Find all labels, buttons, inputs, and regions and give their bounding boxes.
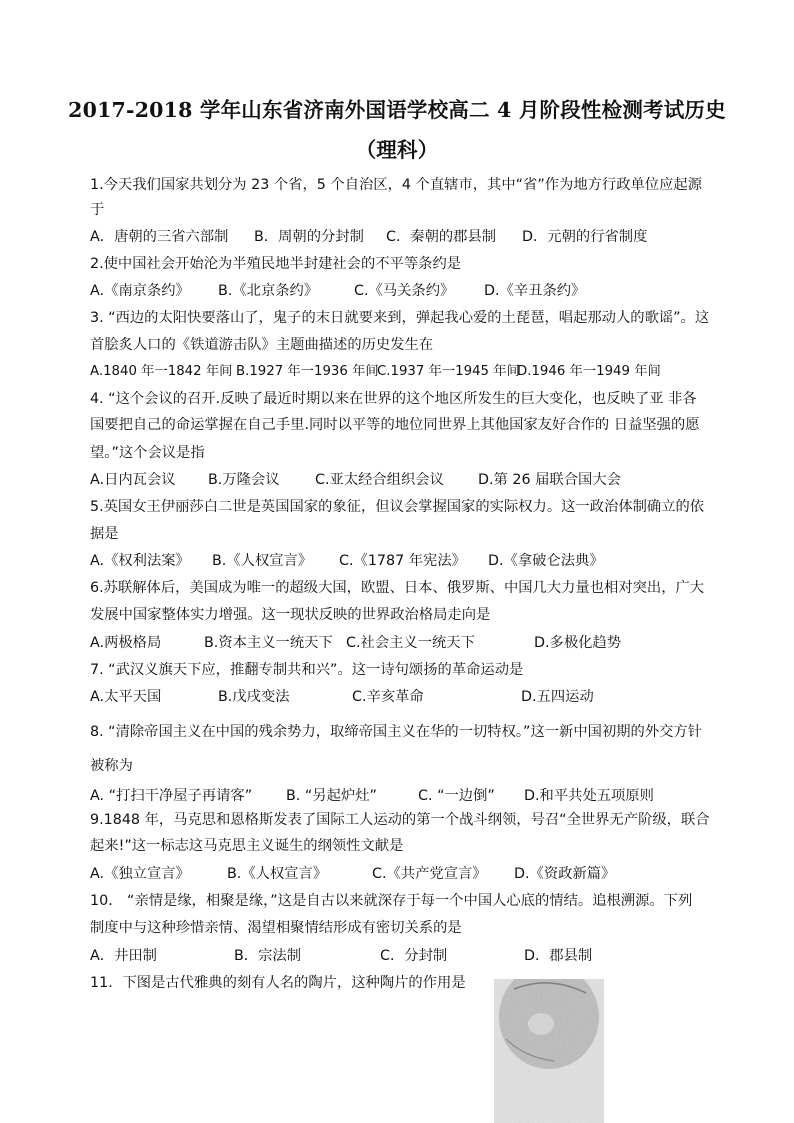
- option-b: B.万隆会议: [208, 472, 280, 488]
- question-2-text: 2.使中国社会开始沦为半殖民地半封建社会的不平等条约是: [90, 256, 462, 272]
- question-4-text-cont-2: 望。”这个会议是指: [90, 445, 205, 461]
- option-a: A．井田制: [90, 948, 157, 964]
- question-3-text: 3. “西边的太阳快要落山了，鬼子的末日就要来到，弹起我心爱的土琵琶，唱起那动人的歌谣”。这: [90, 310, 710, 326]
- option-c: C．分封制: [380, 948, 448, 964]
- question-6-text-cont: 发展中国家整体实力增强。这一现状反映的世界政治格局走向是: [90, 607, 491, 623]
- option-a: A.《权利法案》: [90, 553, 190, 569]
- option-a: A.《南京条约》: [90, 283, 190, 299]
- option-b: B.戊戌变法: [218, 689, 290, 705]
- option-a: A.《独立宣言》: [90, 866, 190, 882]
- option-d: D.《辛丑条约》: [484, 283, 586, 299]
- option-d: D.1946 年一1949 年间: [517, 364, 661, 379]
- option-d: D.第 26 届联合国大会: [478, 472, 621, 488]
- question-9-text: 9.1848 年，马克思和恩格斯发表了国际工人运动的第一个战斗纲领，号召“全世界无产阶级，联合: [90, 812, 710, 828]
- option-a: A.太平天国: [90, 689, 162, 705]
- option-a: A．唐朝的三省六部制: [90, 229, 229, 245]
- question-1-text-cont: 于: [90, 202, 105, 218]
- exam-title: 2017-2018 学年山东省济南外国语学校高二 4 月阶段性检测考试历史: [68, 98, 726, 122]
- option-d: D.和平共处五项原则: [524, 788, 654, 804]
- option-c: C.社会主义一统天下: [346, 635, 475, 651]
- question-4-text: 4. “这个会议的召开.反映了最近时期以来在世界的这个地区所发生的巨大变化，也反映了亚 非各: [90, 391, 697, 407]
- option-c: C.1937 年一1945 年间: [377, 364, 520, 379]
- question-8-text-cont: 被称为: [90, 758, 133, 774]
- option-c: C.《1787 年宪法》: [339, 553, 466, 569]
- option-d: D.五四运动: [521, 689, 594, 705]
- question-10-text-cont: 制度中与这种珍惜亲情、渴望相聚情结形成有密切关系的是: [90, 920, 462, 936]
- option-d: D.《资政新篇》: [514, 866, 616, 882]
- option-c: C．秦朝的郡县制: [386, 229, 497, 245]
- question-7-text: 7. “武汉义旗天下应，推翻专制共和兴”。这一诗句颂扬的革命运动是: [90, 662, 524, 678]
- option-b: B.《人权宣言》: [227, 866, 328, 882]
- question-9-text-cont: 起来!”这一标志这马克思主义诞生的纲领性文献是: [90, 838, 404, 854]
- question-3-text-cont: 首脍炙人口的《铁道游击队》主题曲描述的历史发生在: [90, 337, 434, 353]
- option-d: D．郡县制: [524, 948, 593, 964]
- option-b: B.《人权宣言》: [212, 553, 313, 569]
- question-10-text: 10． “亲情是缘，相聚是缘，”这是自古以来就深存于每一个中国人心底的情结。追根溯源。下列: [90, 893, 693, 909]
- option-d: D．元朝的行省制度: [522, 229, 648, 245]
- option-b: B.资本主义一统天下: [204, 635, 333, 651]
- option-a: A.1840 年一1842 年间: [90, 364, 233, 379]
- option-d: D.《拿破仑法典》: [488, 553, 604, 569]
- question-1-text: 1.今天我们国家共划分为 23 个省，5 个自治区，4 个直辖市，其中“省”作为地方行政单位应起源: [90, 177, 702, 193]
- option-c: C. “一边倒”: [418, 788, 495, 804]
- option-d: D.多极化趋势: [534, 635, 622, 651]
- ostracon-image: [494, 979, 604, 1123]
- option-c: C.亚太经合组织会议: [315, 472, 444, 488]
- option-c: C.辛亥革命: [352, 689, 424, 705]
- option-b: B．宗法制: [234, 948, 301, 964]
- question-6-text: 6.苏联解体后，美国成为唯一的超级大国，欧盟、日本、俄罗斯、中国几大力量也相对突出，广大: [90, 580, 705, 596]
- question-5-text: 5.英国女王伊丽莎白二世是英国国家的象征，但议会掌握国家的实际权力。这一政治体制确立的依: [90, 499, 705, 515]
- option-b: B. “另起炉灶”: [286, 788, 377, 804]
- option-a: A.两极格局: [90, 635, 162, 651]
- option-c: C.《共产党宣言》: [372, 866, 487, 882]
- question-8-text: 8. “清除帝国主义在中国的残余势力，取缔帝国主义在华的一切特权。”这一新中国初期的外交方针: [90, 724, 703, 740]
- option-b: B．周朝的分封制: [254, 229, 364, 245]
- question-4-text-cont: 国要把自己的命运掌握在自己手里.同时以平等的地位同世界上其他国家友好合作的 日益坚强的愿: [90, 417, 700, 433]
- option-a: A.日内瓦会议: [90, 472, 176, 488]
- option-b: B.1927 年一1936 年间: [236, 364, 379, 379]
- option-a: A. “打扫干净屋子再请客”: [90, 788, 253, 804]
- question-11-text: 11．下图是古代雅典的刻有人名的陶片，这种陶片的作用是: [90, 975, 466, 991]
- question-5-text-cont: 据是: [90, 526, 119, 542]
- exam-subtitle: （理科）: [355, 138, 439, 162]
- option-b: B.《北京条约》: [218, 283, 319, 299]
- option-c: C.《马关条约》: [354, 283, 455, 299]
